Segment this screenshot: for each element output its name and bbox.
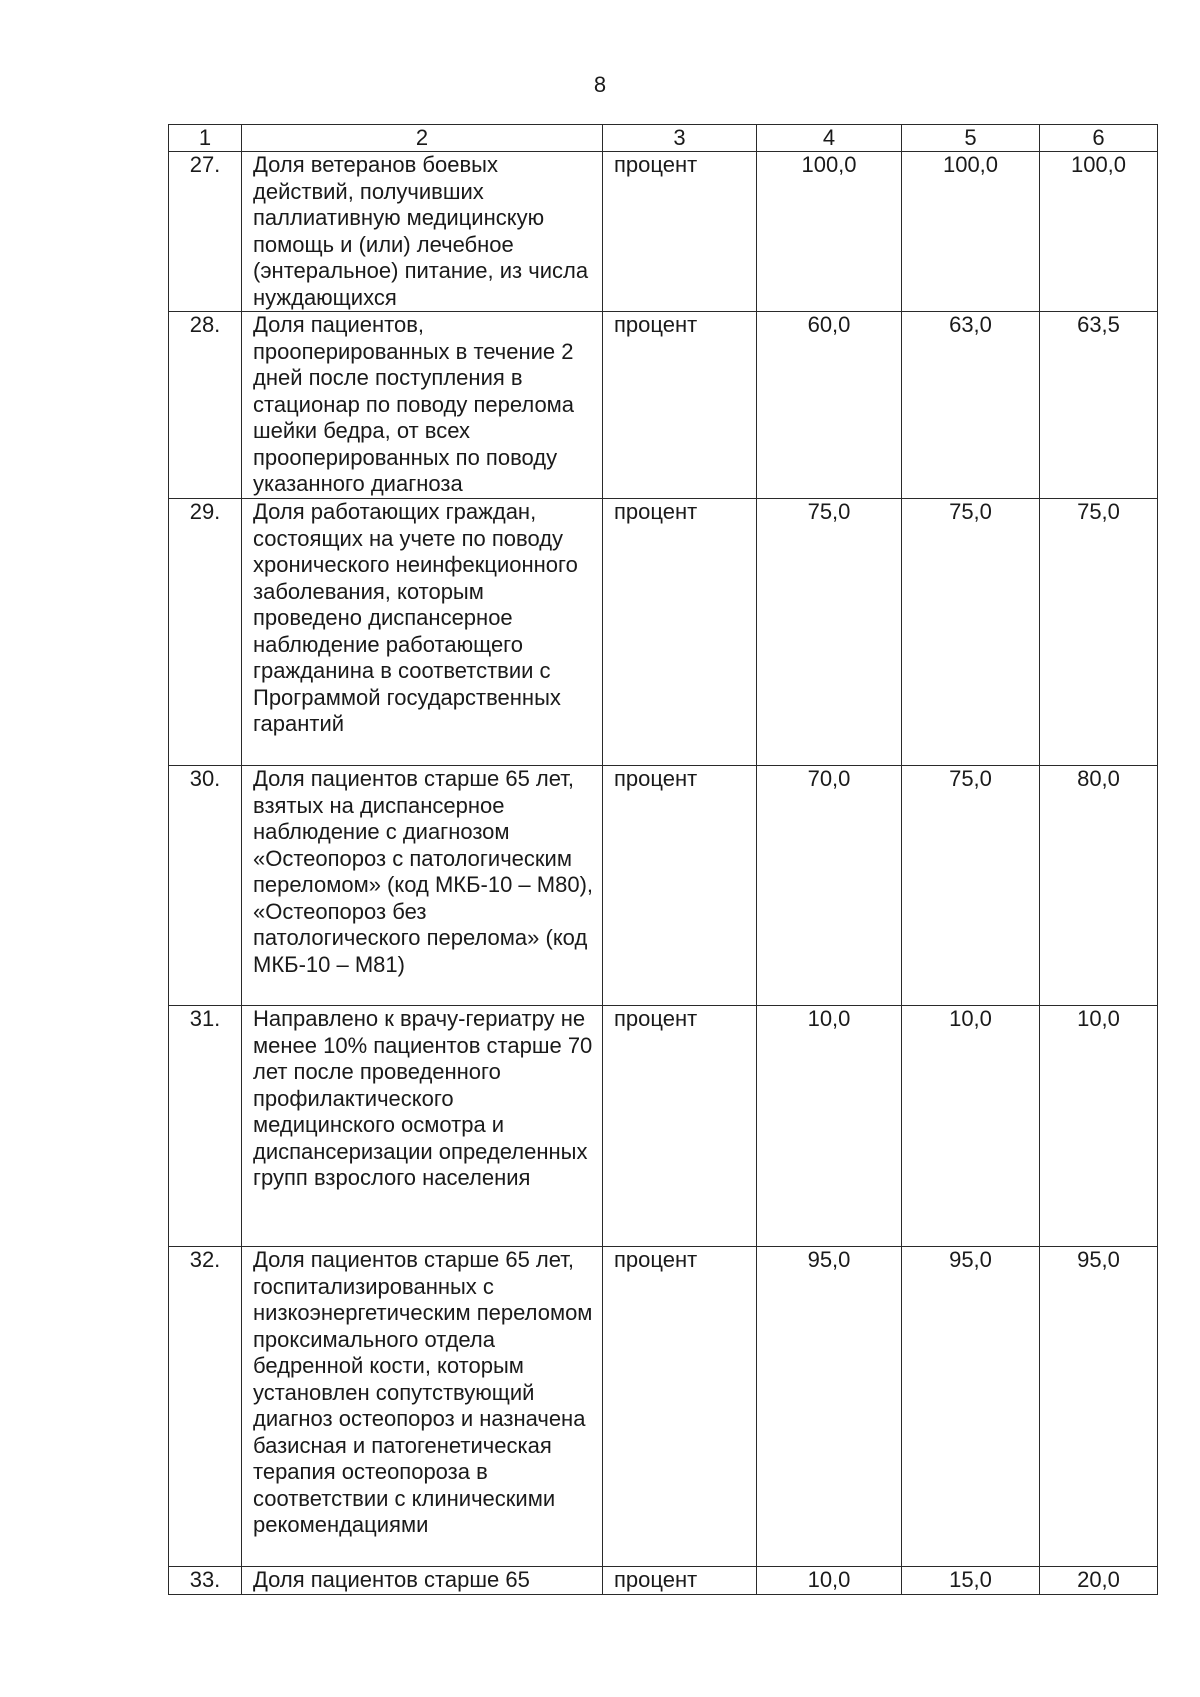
value-col-6: 95,0 (1040, 1247, 1158, 1567)
column-header: 2 (242, 125, 603, 152)
unit: процент (603, 766, 757, 1006)
column-header: 3 (603, 125, 757, 152)
value-col-5: 75,0 (902, 766, 1040, 1006)
value-col-5: 75,0 (902, 499, 1040, 766)
table-row (169, 1567, 1158, 1595)
table-row (169, 499, 1158, 766)
value-col-4: 60,0 (757, 312, 902, 499)
column-header: 4 (757, 125, 902, 152)
table-row (169, 1247, 1158, 1567)
value-col-6: 63,5 (1040, 312, 1158, 499)
indicator-name: Доля ветеранов боевых действий, получивших паллиативную медицинскую помощь и (или) лечебное (энтеральное) питание, из числа нуждающихся (242, 152, 603, 312)
value-col-6: 100,0 (1040, 152, 1158, 312)
table-row (169, 312, 1158, 499)
indicator-name: Доля пациентов старше 65 лет, госпитализированных с низкоэнергетическим переломом проксимального отдела бедренной кости, которым установлен сопутствующий диагноз остеопороз и назначена базисная и патогенетическая терапия остеопороза в соответствии с клиническими рекомендациями (242, 1247, 603, 1567)
value-col-5: 15,0 (902, 1567, 1040, 1595)
value-col-6: 80,0 (1040, 766, 1158, 1006)
unit: процент (603, 312, 757, 499)
table-row (169, 152, 1158, 312)
value-col-5: 10,0 (902, 1006, 1040, 1247)
value-col-6: 20,0 (1040, 1567, 1158, 1595)
unit: процент (603, 1247, 757, 1567)
row-number: 29. (169, 499, 242, 766)
unit: процент (603, 499, 757, 766)
indicator-name: Доля пациентов старше 65 (242, 1567, 603, 1595)
table-row (169, 766, 1158, 1006)
value-col-5: 63,0 (902, 312, 1040, 499)
value-col-6: 75,0 (1040, 499, 1158, 766)
unit: процент (603, 1567, 757, 1595)
table-header-row (169, 125, 1158, 152)
indicator-name: Направлено к врачу-гериатру не менее 10% пациентов старше 70 лет после проведенного профилактического медицинского осмотра и диспансеризации определенных групп взрослого населения (242, 1006, 603, 1247)
indicator-name: Доля работающих граждан, состоящих на учете по поводу хронического неинфекционного заболевания, которым проведено диспансерное наблюдение работающего гражданина в соответствии с Программой государственных гарантий (242, 499, 603, 766)
value-col-4: 95,0 (757, 1247, 902, 1567)
column-header: 1 (169, 125, 242, 152)
row-number: 27. (169, 152, 242, 312)
value-col-5: 100,0 (902, 152, 1040, 312)
indicator-name: Доля пациентов, прооперированных в течение 2 дней после поступления в стационар по поводу перелома шейки бедра, от всех прооперированных по поводу указанного диагноза (242, 312, 603, 499)
column-header: 5 (902, 125, 1040, 152)
value-col-5: 95,0 (902, 1247, 1040, 1567)
unit: процент (603, 152, 757, 312)
value-col-4: 10,0 (757, 1567, 902, 1595)
row-number: 33. (169, 1567, 242, 1595)
row-number: 31. (169, 1006, 242, 1247)
unit: процент (603, 1006, 757, 1247)
value-col-4: 100,0 (757, 152, 902, 312)
row-number: 30. (169, 766, 242, 1006)
indicator-name: Доля пациентов старше 65 лет, взятых на диспансерное наблюдение с диагнозом «Остеопороз с патологическим переломом» (код МКБ-10 – М80), «Остеопороз без патологического перелома» (код МКБ-10 – М81) (242, 766, 603, 1006)
value-col-6: 10,0 (1040, 1006, 1158, 1247)
value-col-4: 70,0 (757, 766, 902, 1006)
indicators-table (168, 124, 1158, 1595)
row-number: 28. (169, 312, 242, 499)
row-number: 32. (169, 1247, 242, 1567)
table-row (169, 1006, 1158, 1247)
value-col-4: 10,0 (757, 1006, 902, 1247)
column-header: 6 (1040, 125, 1158, 152)
value-col-4: 75,0 (757, 499, 902, 766)
page-number: 8 (593, 72, 607, 97)
